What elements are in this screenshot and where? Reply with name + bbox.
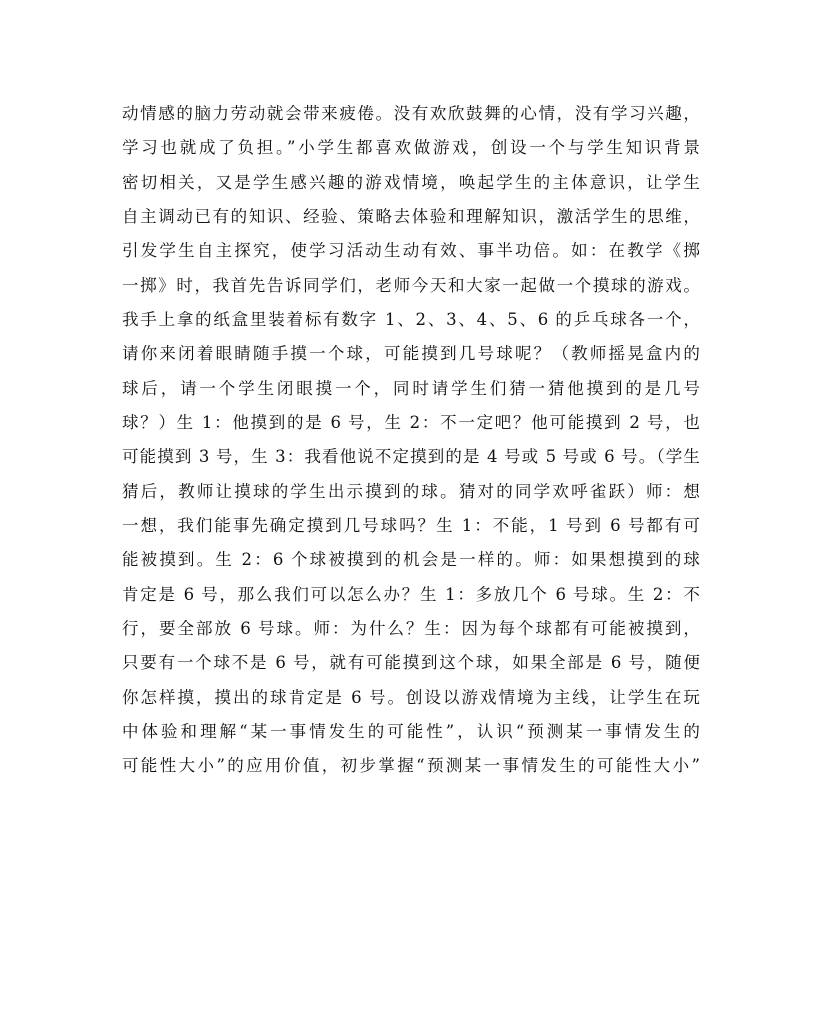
text-line: 密切相关，又是学生感兴趣的游戏情境，唤起学生的主体意识，让学生 [122, 172, 700, 192]
text-line: 动情感的脑力劳动就会带来疲倦。没有欢欣鼓舞的心情，没有学习兴趣， [122, 104, 700, 123]
text-line: 我手上拿的纸盒里装着标有数字 1、2、3、4、5、6 的乒乓球各一个， [122, 309, 700, 329]
text-line: 可能摸到 3 号，生 3：我看他说不定摸到的是 4 号或 5 号或 6 号。（学生 [122, 447, 700, 467]
text-line: 只要有一个球不是 6 号，就有可能摸到这个球，如果全部是 6 号，随便 [122, 653, 700, 673]
text-line: 球后，请一个学生闭眼摸一个，同时请学生们猜一猜他摸到的是几号 [122, 378, 700, 398]
text-line: 球？）生 1：他摸到的是 6 号，生 2：不一定吧？他可能摸到 2 号，也 [122, 412, 700, 432]
text-line: 能被摸到。生 2：6 个球被摸到的机会是一样的。师：如果想摸到的球 [122, 550, 700, 570]
text-line: 肯定是 6 号，那么我们可以怎么办？生 1：多放几个 6 号球。生 2：不 [122, 584, 700, 604]
text-line: 中体验和理解“某一事情发生的可能性”，认识“预测某一事情发生的 [122, 721, 700, 741]
text-line: 一掷》时，我首先告诉同学们，老师今天和大家一起做一个摸球的游戏。 [122, 275, 700, 295]
text-line: 可能性大小”的应用价值，初步掌握“预测某一事情发生的可能性大小” [122, 756, 700, 776]
text-line: 你怎样摸，摸出的球肯定是 6 号。创设以游戏情境为主线，让学生在玩 [122, 687, 700, 707]
text-line: 学习也就成了负担。”小学生都喜欢做游戏，创设一个与学生知识背景 [122, 138, 700, 158]
text-line: 行，要全部放 6 号球。师：为什么？生：因为每个球都有可能被摸到， [122, 618, 700, 638]
text-line: 猜后，教师让摸球的学生出示摸到的球。猜对的同学欢呼雀跃）师：想 [122, 481, 700, 501]
text-line: 引发学生自主探究，使学习活动生动有效、事半功倍。如：在教学《掷 [122, 241, 700, 261]
text-line: 请你来闭着眼睛随手摸一个球，可能摸到几号球呢？（教师摇晃盒内的 [122, 344, 700, 364]
text-line: 自主调动已有的知识、经验、策略去体验和理解知识，激活学生的思维， [122, 206, 700, 226]
text-line: 一想，我们能事先确定摸到几号球吗？生 1：不能，1 号到 6 号都有可 [122, 515, 700, 535]
body-text [122, 97, 700, 784]
